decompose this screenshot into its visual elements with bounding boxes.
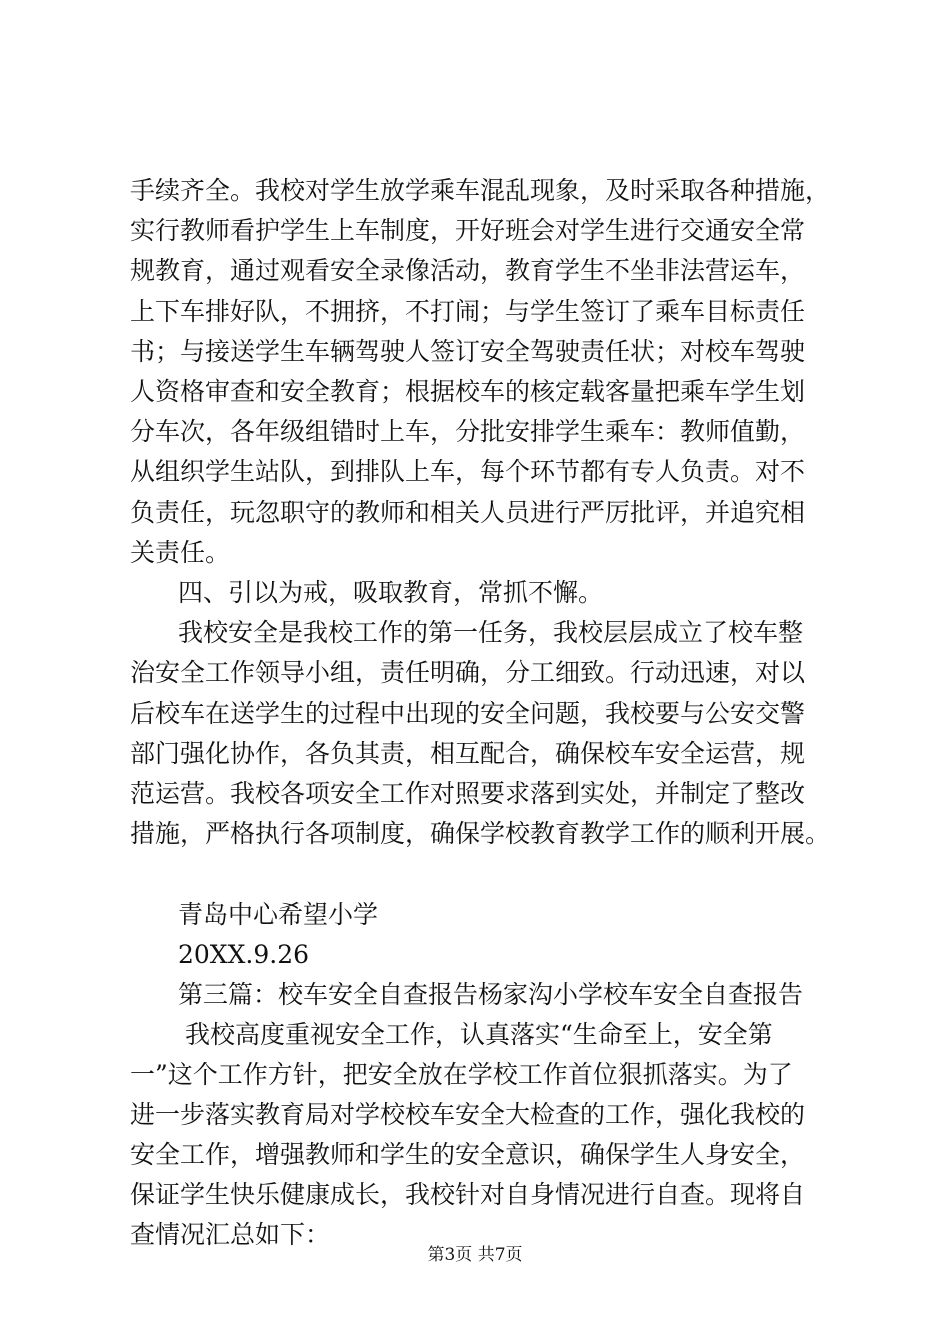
text-line: 我校高度重视安全工作，认真落实“生命至上，安全第 — [185, 1020, 773, 1049]
section-heading: 四、引以为戒，吸取教育，常抓不懈。 — [178, 578, 604, 607]
section-title: 第三篇：校车安全自查报告杨家沟小学校车安全自查报告 — [178, 980, 804, 1009]
text-line: 治安全工作领导小组，责任明确，分工细致。行动迅速，对以 — [130, 658, 806, 687]
text-line: 书；与接送学生车辆驾驶人签订安全驾驶责任状；对校车驾驶 — [130, 337, 806, 366]
text-line: 手续齐全。我校对学生放学乘车混乱现象，及时采取各种措施， — [130, 176, 831, 205]
text-line: 措施，严格执行各项制度，确保学校教育教学工作的顺利开展。 — [130, 819, 831, 848]
text-line: 我校安全是我校工作的第一任务，我校层层成立了校车整 — [178, 618, 804, 647]
text-line: 实行教师看护学生上车制度，开好班会对学生进行交通安全常 — [130, 216, 806, 245]
text-line: 范运营。我校各项安全工作对照要求落到实处，并制定了整改 — [130, 779, 806, 808]
text-line: 关责任。 — [130, 538, 231, 567]
text-line: 从组织学生站队，到排队上车，每个环节都有专人负责。对不 — [130, 457, 806, 486]
page-number-footer: 第3页 共7页 — [427, 1245, 523, 1265]
signature-school: 青岛中心希望小学 — [178, 900, 379, 929]
text-line: 进一步落实教育局对学校校车安全大检查的工作，强化我校的 — [130, 1100, 806, 1129]
text-line: 查情况汇总如下： — [130, 1220, 331, 1249]
text-line: 安全工作，增强教师和学生的安全意识，确保学生人身安全， — [130, 1140, 806, 1169]
text-line: 人资格审查和安全教育；根据校车的核定载客量把乘车学生划 — [130, 377, 806, 406]
text-line: 一”这个工作方针，把安全放在学校工作首位狠抓落实。为了 — [130, 1060, 793, 1089]
text-line: 保证学生快乐健康成长，我校针对自身情况进行自查。现将自 — [130, 1180, 806, 1209]
text-line: 部门强化协作，各负其责，相互配合，确保校车安全运营，规 — [130, 739, 806, 768]
text-line: 规教育，通过观看安全录像活动，教育学生不坐非法营运车， — [130, 256, 806, 285]
text-line: 上下车排好队，不拥挤，不打闹；与学生签订了乘车目标责任 — [130, 297, 806, 326]
text-line: 分车次，各年级组错时上车，分批安排学生乘车：教师值勤， — [130, 417, 806, 446]
signature-date: 20XX.9.26 — [178, 940, 310, 969]
text-line: 负责任，玩忽职守的教师和相关人员进行严厉批评，并追究相 — [130, 498, 806, 527]
text-line: 后校车在送学生的过程中出现的安全问题，我校要与公安交警 — [130, 699, 806, 728]
